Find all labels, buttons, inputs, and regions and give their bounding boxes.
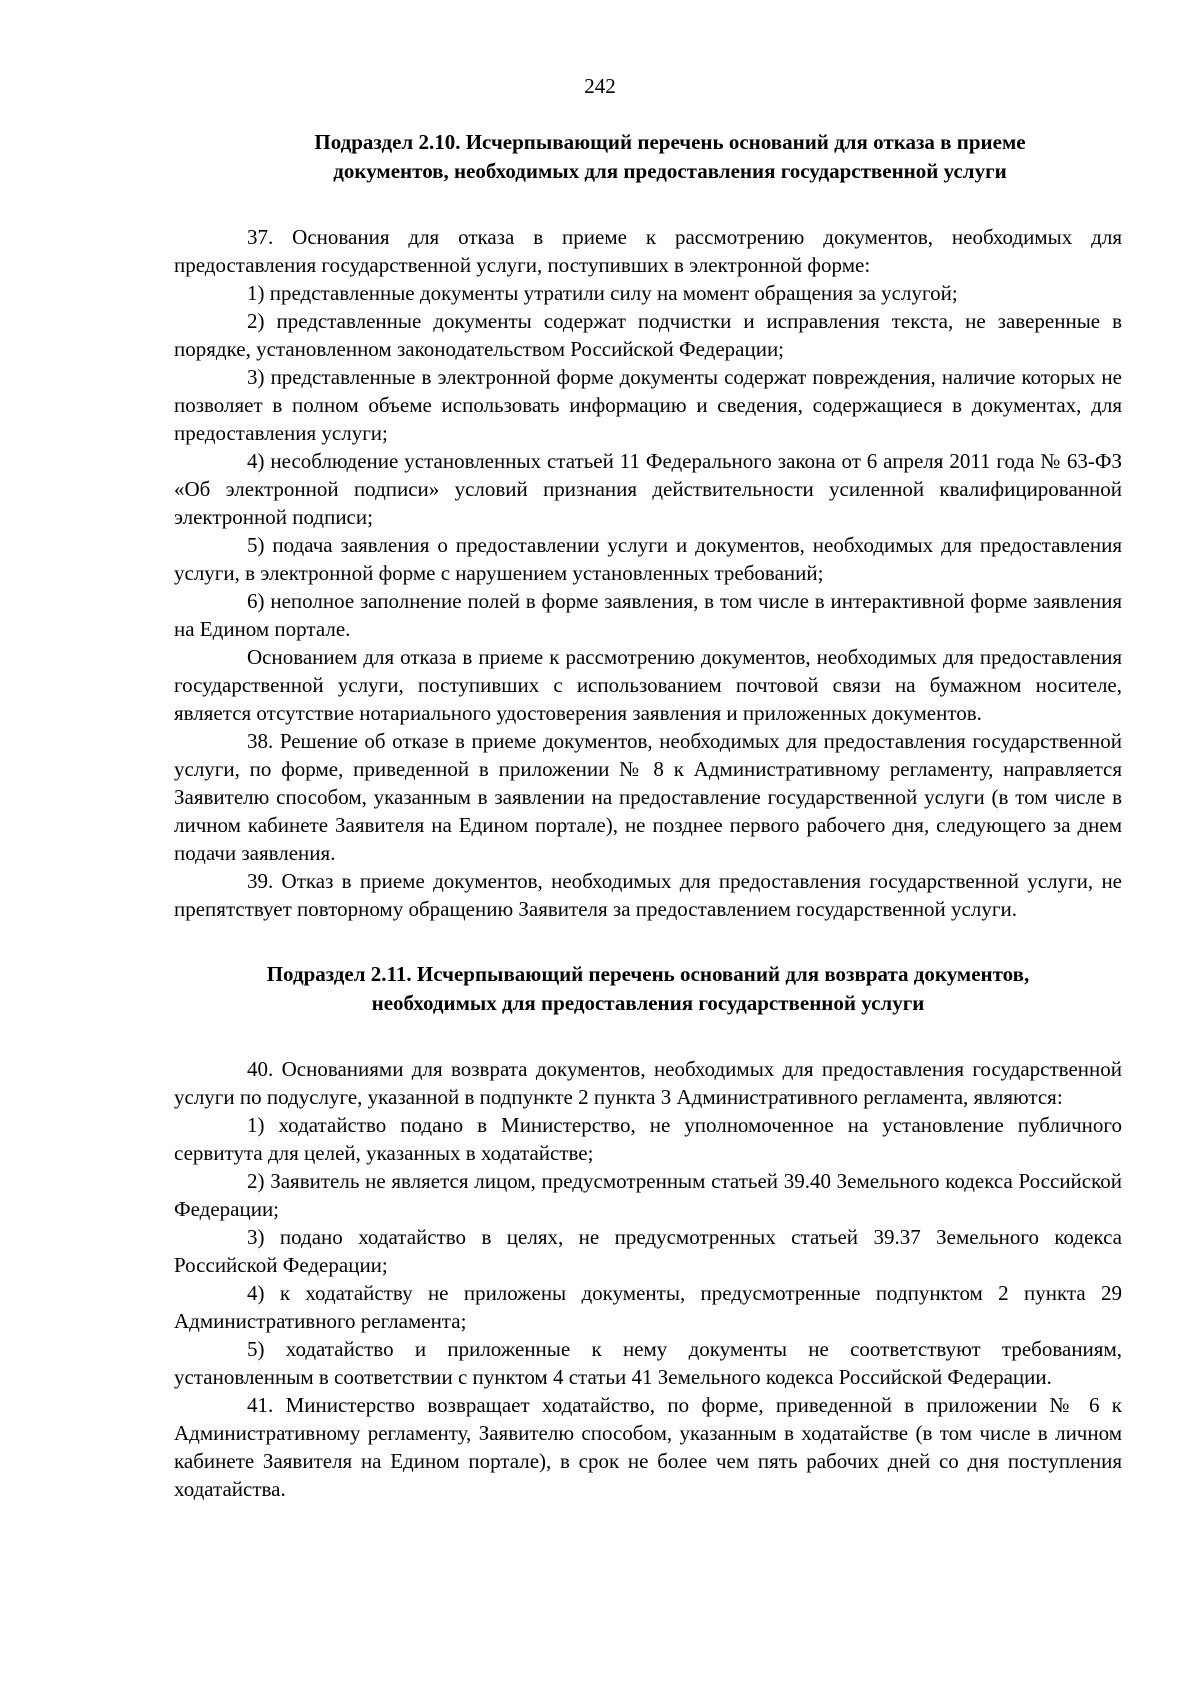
list-item: 4) к ходатайству не приложены документы, предусмотренные подпунктом 2 пункта 29 Административного регламента;	[174, 1281, 1122, 1333]
list-item: 2) представленные документы содержат подчистки и исправления текста, не заверенные в порядке, установленном законодательством Российской Федерации;	[174, 309, 1122, 361]
page-number: 242	[584, 74, 616, 98]
list-item: 5) ходатайство и приложенные к нему документы не соответствуют требованиям, установленным в соответствии с пунктом 4 статьи 41 Земельного кодекса Российской Федерации.	[174, 1337, 1122, 1389]
paragraph-postal-grounds: Основанием для отказа в приеме к рассмотрению документов, необходимых для предоставления государственной услуги, поступивших с использованием почтовой связи на бумажном носителе, является отсутствие нотариального удостоверения заявления и приложенных документов.	[174, 645, 1122, 725]
list-item: 4) несоблюдение установленных статьей 11 Федерального закона от 6 апреля 2011 года № 63-ФЗ «Об электронной подписи» условий признания действительности усиленной квалифицированной электронной подписи;	[174, 449, 1122, 529]
list-item: 3) подано ходатайство в целях, не предусмотренных статьей 39.37 Земельного кодекса Российской Федерации;	[174, 1225, 1122, 1277]
paragraph-39: 39. Отказ в приеме документов, необходимых для предоставления государственной услуги, не препятствует повторному обращению Заявителя за предоставлением государственной услуги.	[174, 869, 1122, 921]
page-content	[174, 128, 1122, 1503]
section-2-11-heading	[174, 960, 1122, 1018]
section-2-10-heading-line1: Подраздел 2.10. Исчерпывающий перечень оснований для отказа в приеме	[314, 130, 1026, 154]
list-item: 1) ходатайство подано в Министерство, не уполномоченное на установление публичного сервитута для целей, указанных в ходатайстве;	[174, 1113, 1122, 1165]
section-2-10-heading-line2: документов, необходимых для предоставления государственной услуги	[333, 159, 1007, 183]
paragraph-41: 41. Министерство возвращает ходатайство, по форме, приведенной в приложении № 6 к Административному регламенту, Заявителю способом, указанным в ходатайстве (в том числе в личном кабинете Заявителя на Едином портале), в срок не более чем пять рабочих дней со дня поступления ходатайства.	[174, 1393, 1122, 1501]
list-item: 3) представленные в электронной форме документы содержат повреждения, наличие которых не позволяет в полном объеме использовать информацию и сведения, содержащиеся в документах, для предоставления услуги;	[174, 365, 1122, 445]
section-2-11-heading-line2: необходимых для предоставления государственной услуги	[371, 991, 925, 1015]
paragraph-40: 40. Основаниями для возврата документов, необходимых для предоставления государственной услуги по подуслуге, указанной в подпункте 2 пункта 3 Административного регламента, являются:	[174, 1057, 1122, 1109]
section-2-10-body	[174, 223, 1122, 923]
paragraph-37: 37. Основания для отказа в приеме к рассмотрению документов, необходимых для предоставления государственной услуги, поступивших в электронной форме:	[174, 225, 1122, 277]
section-2-10-heading	[174, 128, 1122, 186]
section-2-11-heading-line1: Подраздел 2.11. Исчерпывающий перечень оснований для возврата документов,	[266, 962, 1030, 986]
section-2-11-body	[174, 1055, 1122, 1503]
list-item: 1) представленные документы утратили силу на момент обращения за услугой;	[247, 281, 958, 305]
list-item: 6) неполное заполнение полей в форме заявления, в том числе в интерактивной форме заявления на Едином портале.	[174, 589, 1122, 641]
list-item: 2) Заявитель не является лицом, предусмотренным статьей 39.40 Земельного кодекса Российской Федерации;	[174, 1169, 1122, 1221]
list-item: 5) подача заявления о предоставлении услуги и документов, необходимых для предоставления услуги, в электронной форме с нарушением установленных требований;	[174, 533, 1122, 585]
paragraph-38: 38. Решение об отказе в приеме документов, необходимых для предоставления государственной услуги, по форме, приведенной в приложении № 8 к Административному регламенту, направляется Заявителю способом, указанным в заявлении на предоставление государственной услуги (в том числе в личном кабинете Заявителя на Едином портале), не позднее первого рабочего дня, следующего за днем подачи заявления.	[174, 729, 1122, 865]
